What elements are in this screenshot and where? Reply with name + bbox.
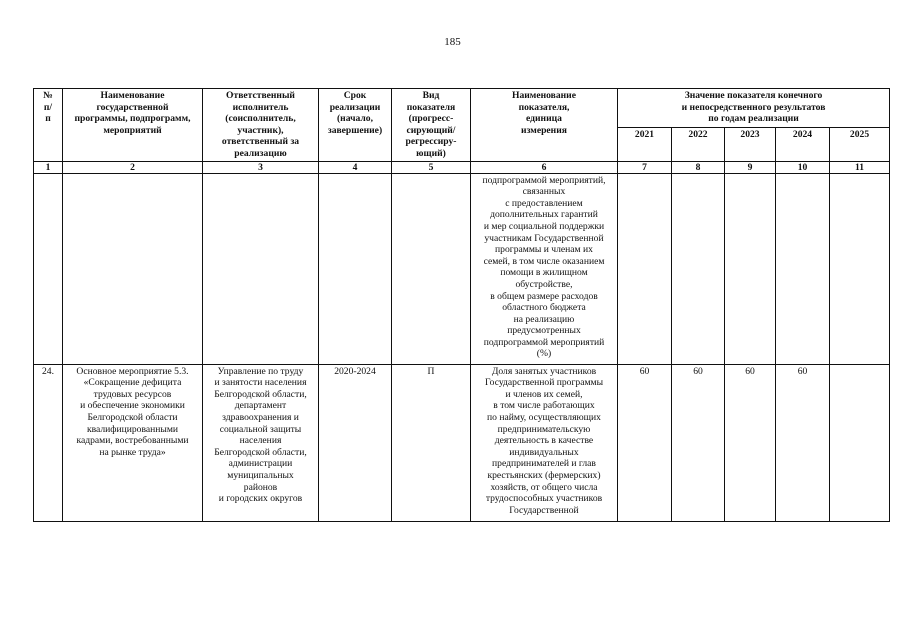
column-number: 11: [830, 161, 890, 173]
value-cell: [776, 173, 830, 364]
header-row: [34, 89, 890, 128]
table-row: [34, 364, 890, 521]
program-name-cell: Основное мероприятие 5.3. «Сокращение дефицита трудовых ресурсов и обеспечение экономики Белгородской области квалифицированными кадрами, востребованными на рынке труда»: [63, 364, 203, 521]
header-year: 2022: [672, 127, 725, 161]
value-cell: [618, 173, 672, 364]
header-year: 2021: [618, 127, 672, 161]
column-number: 9: [725, 161, 776, 173]
column-number: 5: [392, 161, 471, 173]
value-cell: 60: [618, 364, 672, 521]
header-executor: Ответственный исполнитель (соисполнитель, участник), ответственный за реализацию: [203, 89, 319, 162]
program-name-cell: [63, 173, 203, 364]
row-number: 24.: [34, 364, 63, 521]
column-number: 6: [471, 161, 618, 173]
column-number: 10: [776, 161, 830, 173]
executor-cell: Управление по труду и занятости населения Белгородской области, департамент здравоохранения и социальной защиты населения Белгородской области, администрации муниципальных районов и городских округов: [203, 364, 319, 521]
header-indicator-kind: Вид показателя (прогресс- сирующий/ регрессиру- ющий): [392, 89, 471, 162]
indicator-name-cell: подпрограммой мероприятий, связанных с предоставлением дополнительных гарантий и мер социальной поддержки участникам Государственной программы и членам их семей, в том числе оказанием помощи в жилищном обустройстве, в общем размере расходов областного бюджета на реализацию предусмотренных подпрограммой мероприятий (%): [471, 173, 618, 364]
table-row: [34, 173, 890, 364]
value-cell: [725, 173, 776, 364]
value-cell: 60: [672, 364, 725, 521]
header-indicator-name: Наименование показателя, единица измерения: [471, 89, 618, 162]
header-values-group: Значение показателя конечного и непосредственного результатов по годам реализации: [618, 89, 890, 128]
value-cell: [830, 173, 890, 364]
column-number-row: [34, 161, 890, 173]
indicator-kind-cell: П: [392, 364, 471, 521]
indicator-kind-cell: [392, 173, 471, 364]
column-number: 3: [203, 161, 319, 173]
column-number: 4: [319, 161, 392, 173]
header-period: Срок реализации (начало, завершение): [319, 89, 392, 162]
row-number: [34, 173, 63, 364]
column-number: 7: [618, 161, 672, 173]
indicators-table: [33, 88, 890, 522]
period-cell: [319, 173, 392, 364]
column-number: 8: [672, 161, 725, 173]
column-number: 1: [34, 161, 63, 173]
header-year: 2025: [830, 127, 890, 161]
header-number: № п/ п: [34, 89, 63, 162]
header-year: 2023: [725, 127, 776, 161]
value-cell: [672, 173, 725, 364]
period-cell: 2020-2024: [319, 364, 392, 521]
value-cell: [830, 364, 890, 521]
value-cell: 60: [725, 364, 776, 521]
header-program-name: Наименование государственной программы, подпрограмм, мероприятий: [63, 89, 203, 162]
column-number: 2: [63, 161, 203, 173]
executor-cell: [203, 173, 319, 364]
indicator-name-cell: Доля занятых участников Государственной программы и членов их семей, в том числе работающих по найму, осуществляющих предпринимательскую деятельность в качестве индивидуальных предпринимателей и глав крестьянских (фермерских) хозяйств, от общего числа трудоспособных участников Государственной: [471, 364, 618, 521]
value-cell: 60: [776, 364, 830, 521]
header-year: 2024: [776, 127, 830, 161]
page-number: 185: [444, 36, 461, 48]
